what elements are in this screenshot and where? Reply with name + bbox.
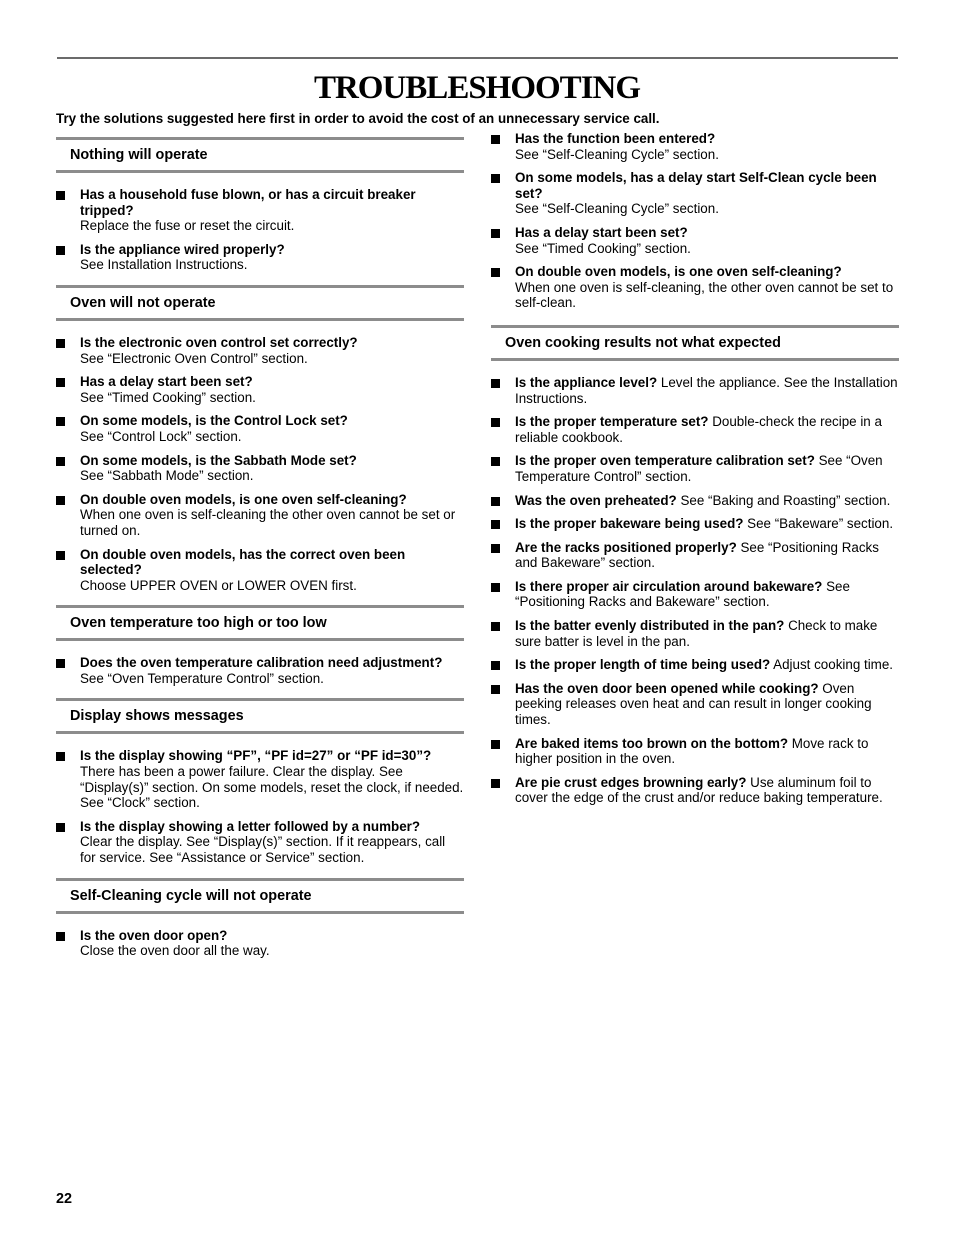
square-bullet-icon	[56, 551, 65, 560]
intro-text: Try the solutions suggested here first in order to avoid the cost of an unnecessary service call.	[56, 111, 660, 126]
square-bullet-icon	[491, 779, 500, 788]
square-bullet-icon	[491, 544, 500, 553]
list-item	[56, 748, 464, 810]
question: Is there proper air circulation around bakeware?	[515, 578, 823, 594]
list-item	[491, 414, 899, 445]
square-bullet-icon	[56, 823, 65, 832]
list-item	[491, 493, 899, 509]
list-item	[491, 540, 899, 571]
list-item	[56, 928, 464, 959]
answer: Oven peeking releases oven heat and can result in longer cooking times.	[515, 680, 872, 728]
question: Is the electronic oven control set correctly?	[80, 334, 358, 350]
answer: See “Sabbath Mode” section.	[80, 468, 254, 484]
square-bullet-icon	[491, 379, 500, 388]
square-bullet-icon	[491, 622, 500, 631]
square-bullet-icon	[491, 174, 500, 183]
list-item	[491, 618, 899, 649]
answer: See “Control Lock” section.	[80, 428, 242, 444]
answer: See “Oven Temperature Control” section.	[515, 453, 883, 484]
answer: When one oven is self-cleaning the other oven cannot be set or turned on.	[80, 507, 456, 538]
section-oven-temperature	[56, 605, 464, 686]
page-title: TROUBLESHOOTING	[313, 70, 641, 106]
list-item	[491, 657, 899, 673]
section-nothing-will-operate	[56, 137, 464, 273]
square-bullet-icon	[491, 268, 500, 277]
answer: Clear the display. See “Display(s)” section. If it reappears, call for service. See “Assistance or Service” section.	[80, 834, 446, 866]
question: Has a delay start been set?	[80, 374, 253, 390]
answer: See “Self-Cleaning Cycle” section.	[515, 146, 719, 162]
answer: Double-check the recipe in a reliable cookbook.	[515, 414, 882, 445]
answer: Use aluminum foil to cover the edge of the crust and/or reduce baking temperature.	[515, 774, 883, 806]
section-header: Oven temperature too high or too low	[56, 605, 464, 641]
question: Is the display showing a letter followed by a number?	[80, 818, 421, 834]
answer: Move rack to higher position in the oven.	[515, 735, 869, 767]
list-item	[56, 335, 464, 366]
question: Are baked items too brown on the bottom?	[515, 735, 789, 751]
answer: See “Timed Cooking” section.	[515, 240, 691, 256]
question: Is the appliance wired properly?	[80, 241, 285, 257]
list-item	[56, 547, 464, 594]
square-bullet-icon	[56, 932, 65, 941]
list-item	[491, 681, 899, 728]
question: Are the racks positioned properly?	[515, 539, 737, 555]
question: On double oven models, has the correct oven been selected?	[80, 546, 406, 578]
answer: See “Oven Temperature Control” section.	[80, 670, 324, 686]
list-item	[491, 516, 899, 532]
question: Is the display showing “PF”, “PF id=27” or “PF id=30”?	[80, 748, 432, 764]
square-bullet-icon	[56, 246, 65, 255]
answer: See “Baking and Roasting” section.	[676, 492, 891, 508]
square-bullet-icon	[56, 417, 65, 426]
question: On double oven models, is one oven self-cleaning?	[80, 491, 407, 507]
answer: See “Timed Cooking” section.	[80, 389, 256, 405]
answer: Check to make sure batter is level in the pan.	[515, 618, 878, 649]
answer: See Installation Instructions.	[80, 257, 248, 273]
answer: When one oven is self-cleaning, the other oven cannot be set to self-clean.	[515, 279, 894, 311]
question: Has a delay start been set?	[515, 224, 688, 240]
square-bullet-icon	[56, 378, 65, 387]
question: Has the function been entered?	[515, 131, 716, 146]
question: Has the oven door been opened while cooking?	[515, 680, 819, 696]
square-bullet-icon	[491, 740, 500, 749]
section-oven-will-not-operate	[56, 285, 464, 593]
square-bullet-icon	[56, 752, 65, 761]
square-bullet-icon	[56, 191, 65, 200]
list-item	[56, 374, 464, 405]
section-self-cleaning	[56, 878, 464, 959]
question: Does the oven temperature calibration need adjustment?	[80, 655, 443, 671]
square-bullet-icon	[491, 418, 500, 427]
square-bullet-icon	[491, 583, 500, 592]
square-bullet-icon	[491, 497, 500, 506]
square-bullet-icon	[491, 457, 500, 466]
page-number: 22	[56, 1191, 73, 1207]
list-item	[491, 579, 899, 610]
question: Is the proper temperature set?	[515, 414, 709, 430]
section-display-messages	[56, 698, 464, 865]
answer: Replace the fuse or reset the circuit.	[80, 218, 295, 234]
square-bullet-icon	[491, 520, 500, 529]
section-header: Oven will not operate	[56, 285, 464, 321]
answer: Level the appliance. See the Installation Instructions.	[515, 374, 898, 406]
question: Is the batter evenly distributed in the pan?	[515, 618, 785, 634]
question: Is the proper bakeware being used?	[515, 516, 744, 532]
list-item	[491, 131, 899, 162]
list-item	[56, 242, 464, 273]
question: Has a household fuse blown, or has a circuit breaker tripped?	[80, 187, 416, 218]
square-bullet-icon	[491, 661, 500, 670]
section-header: Oven cooking results not what expected	[491, 325, 899, 361]
question: Is the oven door open?	[80, 927, 228, 943]
square-bullet-icon	[56, 496, 65, 505]
list-item	[56, 187, 464, 234]
question: On double oven models, is one oven self-cleaning?	[515, 264, 842, 280]
question: On some models, has a delay start Self-Clean cycle been set?	[515, 170, 877, 201]
list-item	[56, 819, 464, 866]
square-bullet-icon	[491, 229, 500, 238]
list-item	[491, 264, 899, 311]
square-bullet-icon	[56, 659, 65, 668]
top-rule	[57, 57, 898, 59]
question: Is the proper length of time being used?	[515, 657, 771, 673]
answer: See “Self-Cleaning Cycle” section.	[515, 201, 719, 217]
list-item	[491, 375, 899, 406]
answer: See “Electronic Oven Control” section.	[80, 350, 308, 366]
list-item	[56, 655, 464, 686]
list-item	[56, 453, 464, 484]
answer: See “Bakeware” section.	[743, 516, 894, 532]
square-bullet-icon	[56, 457, 65, 466]
answer: See “Positioning Racks and Bakeware” section.	[515, 578, 850, 610]
list-item	[491, 736, 899, 767]
list-item	[56, 413, 464, 444]
list-item	[491, 453, 899, 484]
question: On some models, is the Sabbath Mode set?	[80, 452, 357, 468]
list-item	[491, 225, 899, 256]
section-header: Display shows messages	[56, 698, 464, 734]
square-bullet-icon	[56, 339, 65, 348]
list-item	[491, 775, 899, 806]
question: Is the proper oven temperature calibration set?	[515, 453, 815, 469]
answer: See “Positioning Racks and Bakeware” section.	[515, 539, 879, 571]
question: Are pie crust edges browning early?	[515, 774, 747, 790]
answer: Close the oven door all the way.	[80, 943, 270, 959]
question: Was the oven preheated?	[515, 492, 677, 508]
answer: There has been a power failure. Clear the display. See “Display(s)” section. On some models, reset the clock, if needed. See “Clock” section.	[80, 764, 464, 811]
square-bullet-icon	[491, 685, 500, 694]
section-header: Self-Cleaning cycle will not operate	[56, 878, 464, 914]
question: On some models, is the Control Lock set?	[80, 413, 348, 429]
section-cooking-results	[491, 325, 899, 806]
list-item	[491, 170, 899, 217]
continued-list	[491, 131, 899, 311]
list-item	[56, 492, 464, 539]
question: Is the appliance level?	[515, 374, 658, 390]
section-header: Nothing will operate	[56, 137, 464, 173]
square-bullet-icon	[491, 135, 500, 144]
answer: Choose UPPER OVEN or LOWER OVEN first.	[80, 577, 357, 593]
answer: Adjust cooking time.	[770, 657, 893, 673]
